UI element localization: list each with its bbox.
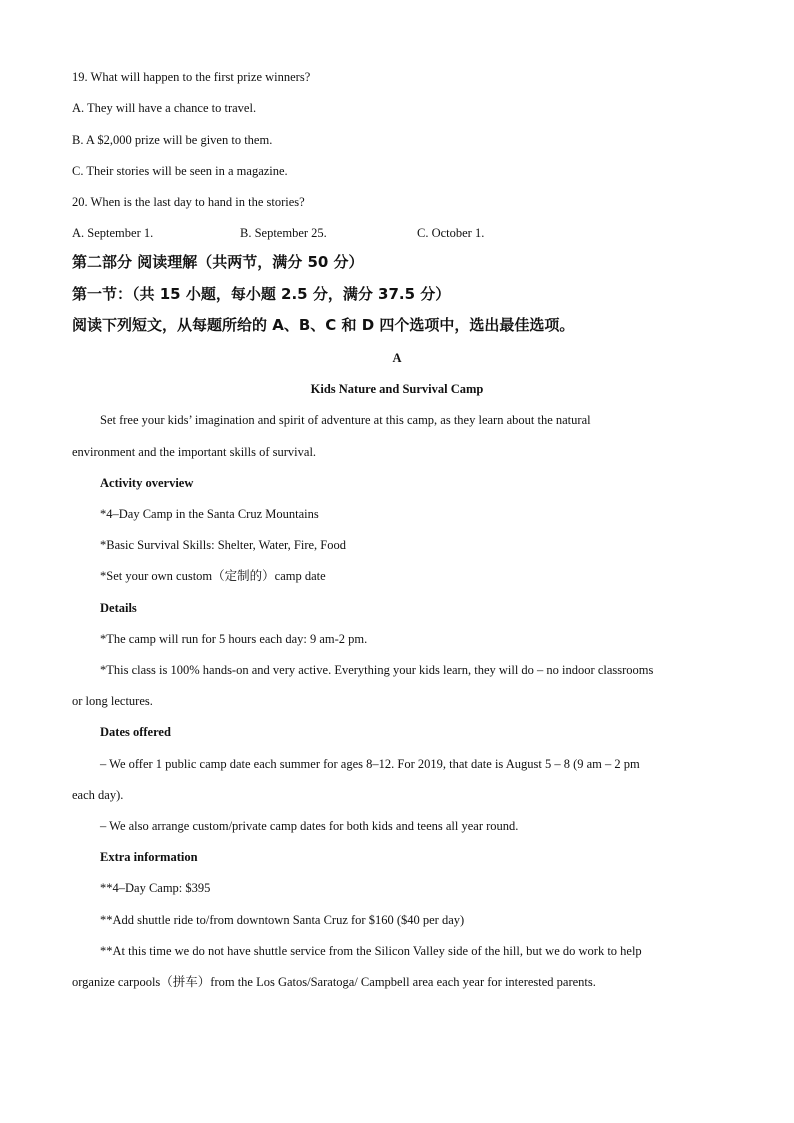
extra-heading: Extra information bbox=[100, 850, 198, 864]
extra-line-1: **4–Day Camp: $395 bbox=[100, 881, 211, 895]
details-line-2: *This class is 100% hands-on and very active. Everything your kids learn, they will do – no indoor classrooms bbox=[100, 663, 654, 677]
dates-line-1-cont: each day). bbox=[72, 788, 124, 802]
question-19-option-c: C. Their stories will be seen in a magazine. bbox=[72, 164, 288, 178]
extra-line-3: **At this time we do not have shuttle service from the Silicon Valley side of the hill, but we do work to help bbox=[100, 944, 642, 958]
passage-letter: A bbox=[392, 351, 402, 365]
section-instructions: 阅读下列短文，从每题所给的 A、B、C 和 D 四个选项中，选出最佳选项。 bbox=[72, 316, 575, 334]
activity-heading: Activity overview bbox=[100, 476, 194, 490]
extra-line-2: **Add shuttle ride to/from downtown Santa Cruz for $160 ($40 per day) bbox=[100, 913, 465, 927]
activity-item: *4–Day Camp in the Santa Cruz Mountains bbox=[100, 507, 319, 521]
question-20-option-b: B. September 25. bbox=[240, 226, 327, 240]
question-20-option-c: C. October 1. bbox=[417, 226, 485, 240]
dates-line-1: – We offer 1 public camp date each summer for ages 8–12. For 2019, that date is August 5 – 8 (9 am – 2 pm bbox=[100, 757, 640, 771]
passage-intro-line-1: Set free your kids’ imagination and spirit of adventure at this camp, as they learn about the natural bbox=[100, 413, 591, 427]
dates-heading: Dates offered bbox=[100, 725, 171, 739]
details-line-1: *The camp will run for 5 hours each day: 9 am-2 pm. bbox=[100, 632, 368, 646]
details-line-2-cont: or long lectures. bbox=[72, 694, 153, 708]
details-heading: Details bbox=[100, 601, 137, 615]
extra-line-3-cont: organize carpools（拼车）from the Los Gatos/Saratoga/ Campbell area each year for interested parents. bbox=[72, 975, 596, 989]
activity-item: *Basic Survival Skills: Shelter, Water, Fire, Food bbox=[100, 538, 347, 552]
question-19-option-b: B. A $2,000 prize will be given to them. bbox=[72, 133, 273, 147]
activity-item: *Set your own custom（定制的）camp date bbox=[100, 569, 326, 583]
question-19-option-a: A. They will have a chance to travel. bbox=[72, 101, 257, 115]
question-19-stem: 19. What will happen to the first prize winners? bbox=[72, 70, 311, 84]
passage-intro-line-2: environment and the important skills of survival. bbox=[72, 445, 317, 459]
dates-line-2: – We also arrange custom/private camp dates for both kids and teens all year round. bbox=[100, 819, 519, 833]
question-20-stem: 20. When is the last day to hand in the stories? bbox=[72, 195, 305, 209]
question-20-option-a: A. September 1. bbox=[72, 226, 154, 240]
section-title: 第一节：（共 15 小题，每小题 2.5 分，满分 37.5 分） bbox=[72, 285, 451, 303]
passage-title: Kids Nature and Survival Camp bbox=[310, 382, 484, 396]
part-title: 第二部分 阅读理解（共两节，满分 50 分） bbox=[72, 253, 364, 271]
